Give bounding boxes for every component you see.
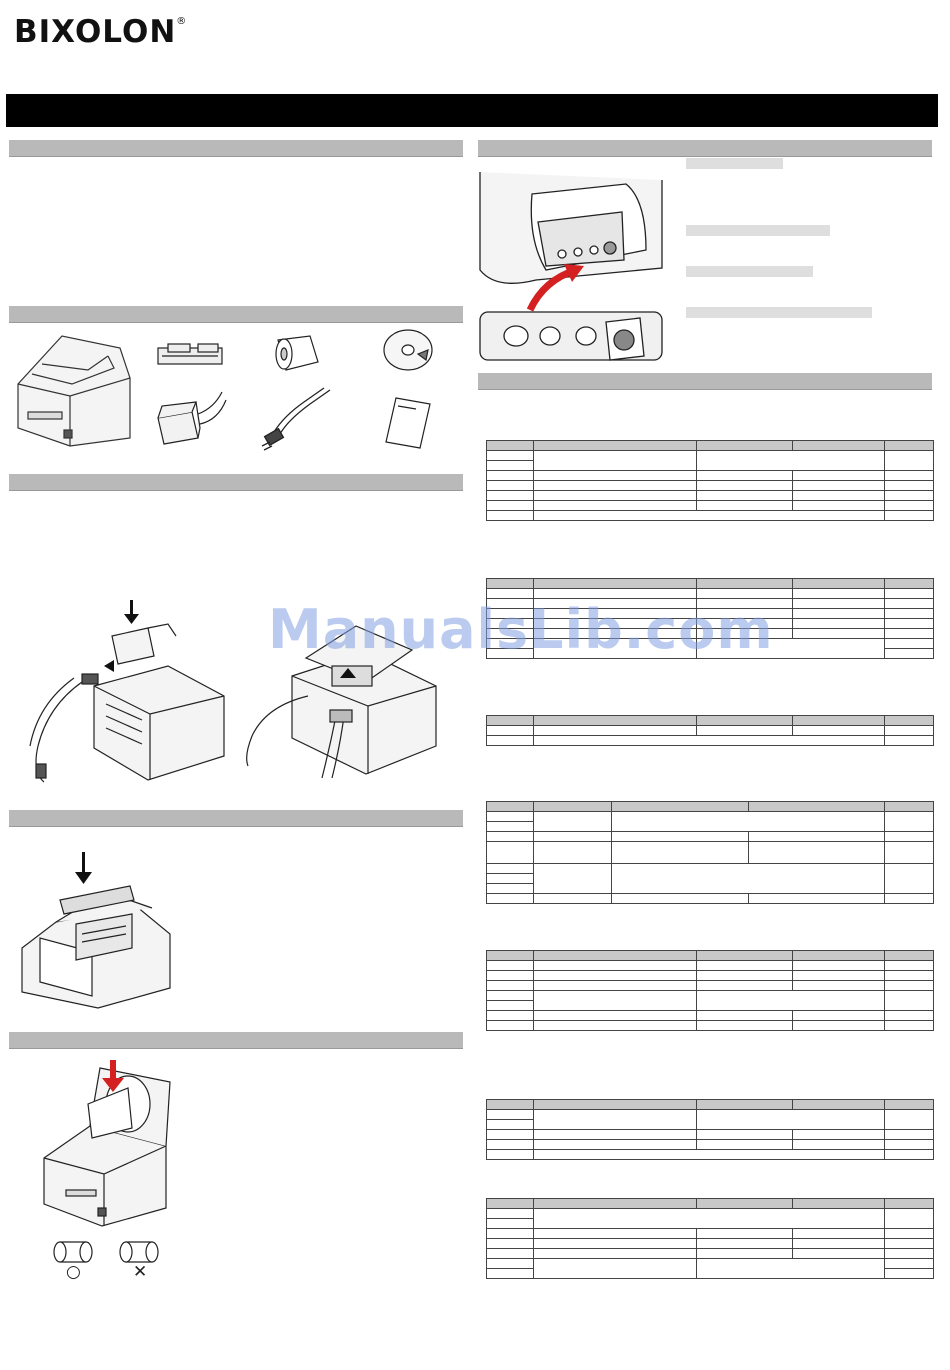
correct-mark: ○ bbox=[66, 1262, 81, 1282]
spec-table-4 bbox=[486, 801, 934, 904]
ribbon-install-illustration bbox=[16, 852, 174, 1014]
brand-logo: BIXOLON® bbox=[14, 14, 188, 50]
spec-table-6 bbox=[486, 1099, 934, 1160]
document-title-bar bbox=[6, 94, 938, 127]
wrong-mark: ✕ bbox=[133, 1262, 148, 1282]
paper-roll-icon bbox=[270, 330, 326, 376]
ghost-label-3 bbox=[686, 266, 813, 277]
ghost-label-4 bbox=[686, 307, 872, 318]
spec-table-5 bbox=[486, 950, 934, 1031]
power-adapter-icon bbox=[152, 388, 232, 448]
ribbon-cassette-icon bbox=[154, 340, 228, 370]
spec-table-3 bbox=[486, 715, 934, 746]
manual-booklet-icon bbox=[382, 394, 434, 452]
printer-illustration bbox=[12, 326, 136, 448]
ghost-label-2 bbox=[686, 225, 830, 236]
section-bar-2 bbox=[9, 306, 463, 323]
cd-icon bbox=[380, 326, 438, 374]
watermark: ManualsLib.com bbox=[268, 598, 774, 661]
paper-install-illustration bbox=[40, 1058, 180, 1228]
section-bar-6 bbox=[478, 140, 932, 157]
ghost-label-1 bbox=[686, 158, 783, 169]
spec-table-1 bbox=[486, 440, 934, 521]
control-panel-illustration bbox=[476, 170, 666, 366]
section-bar-5 bbox=[9, 1032, 463, 1049]
section-bar-1 bbox=[9, 140, 463, 157]
spec-table-7 bbox=[486, 1198, 934, 1279]
connect-power-illustration bbox=[18, 596, 228, 788]
power-cord-icon bbox=[258, 384, 338, 454]
section-bar-7 bbox=[478, 373, 932, 390]
section-bar-3 bbox=[9, 474, 463, 491]
section-bar-4 bbox=[9, 810, 463, 827]
